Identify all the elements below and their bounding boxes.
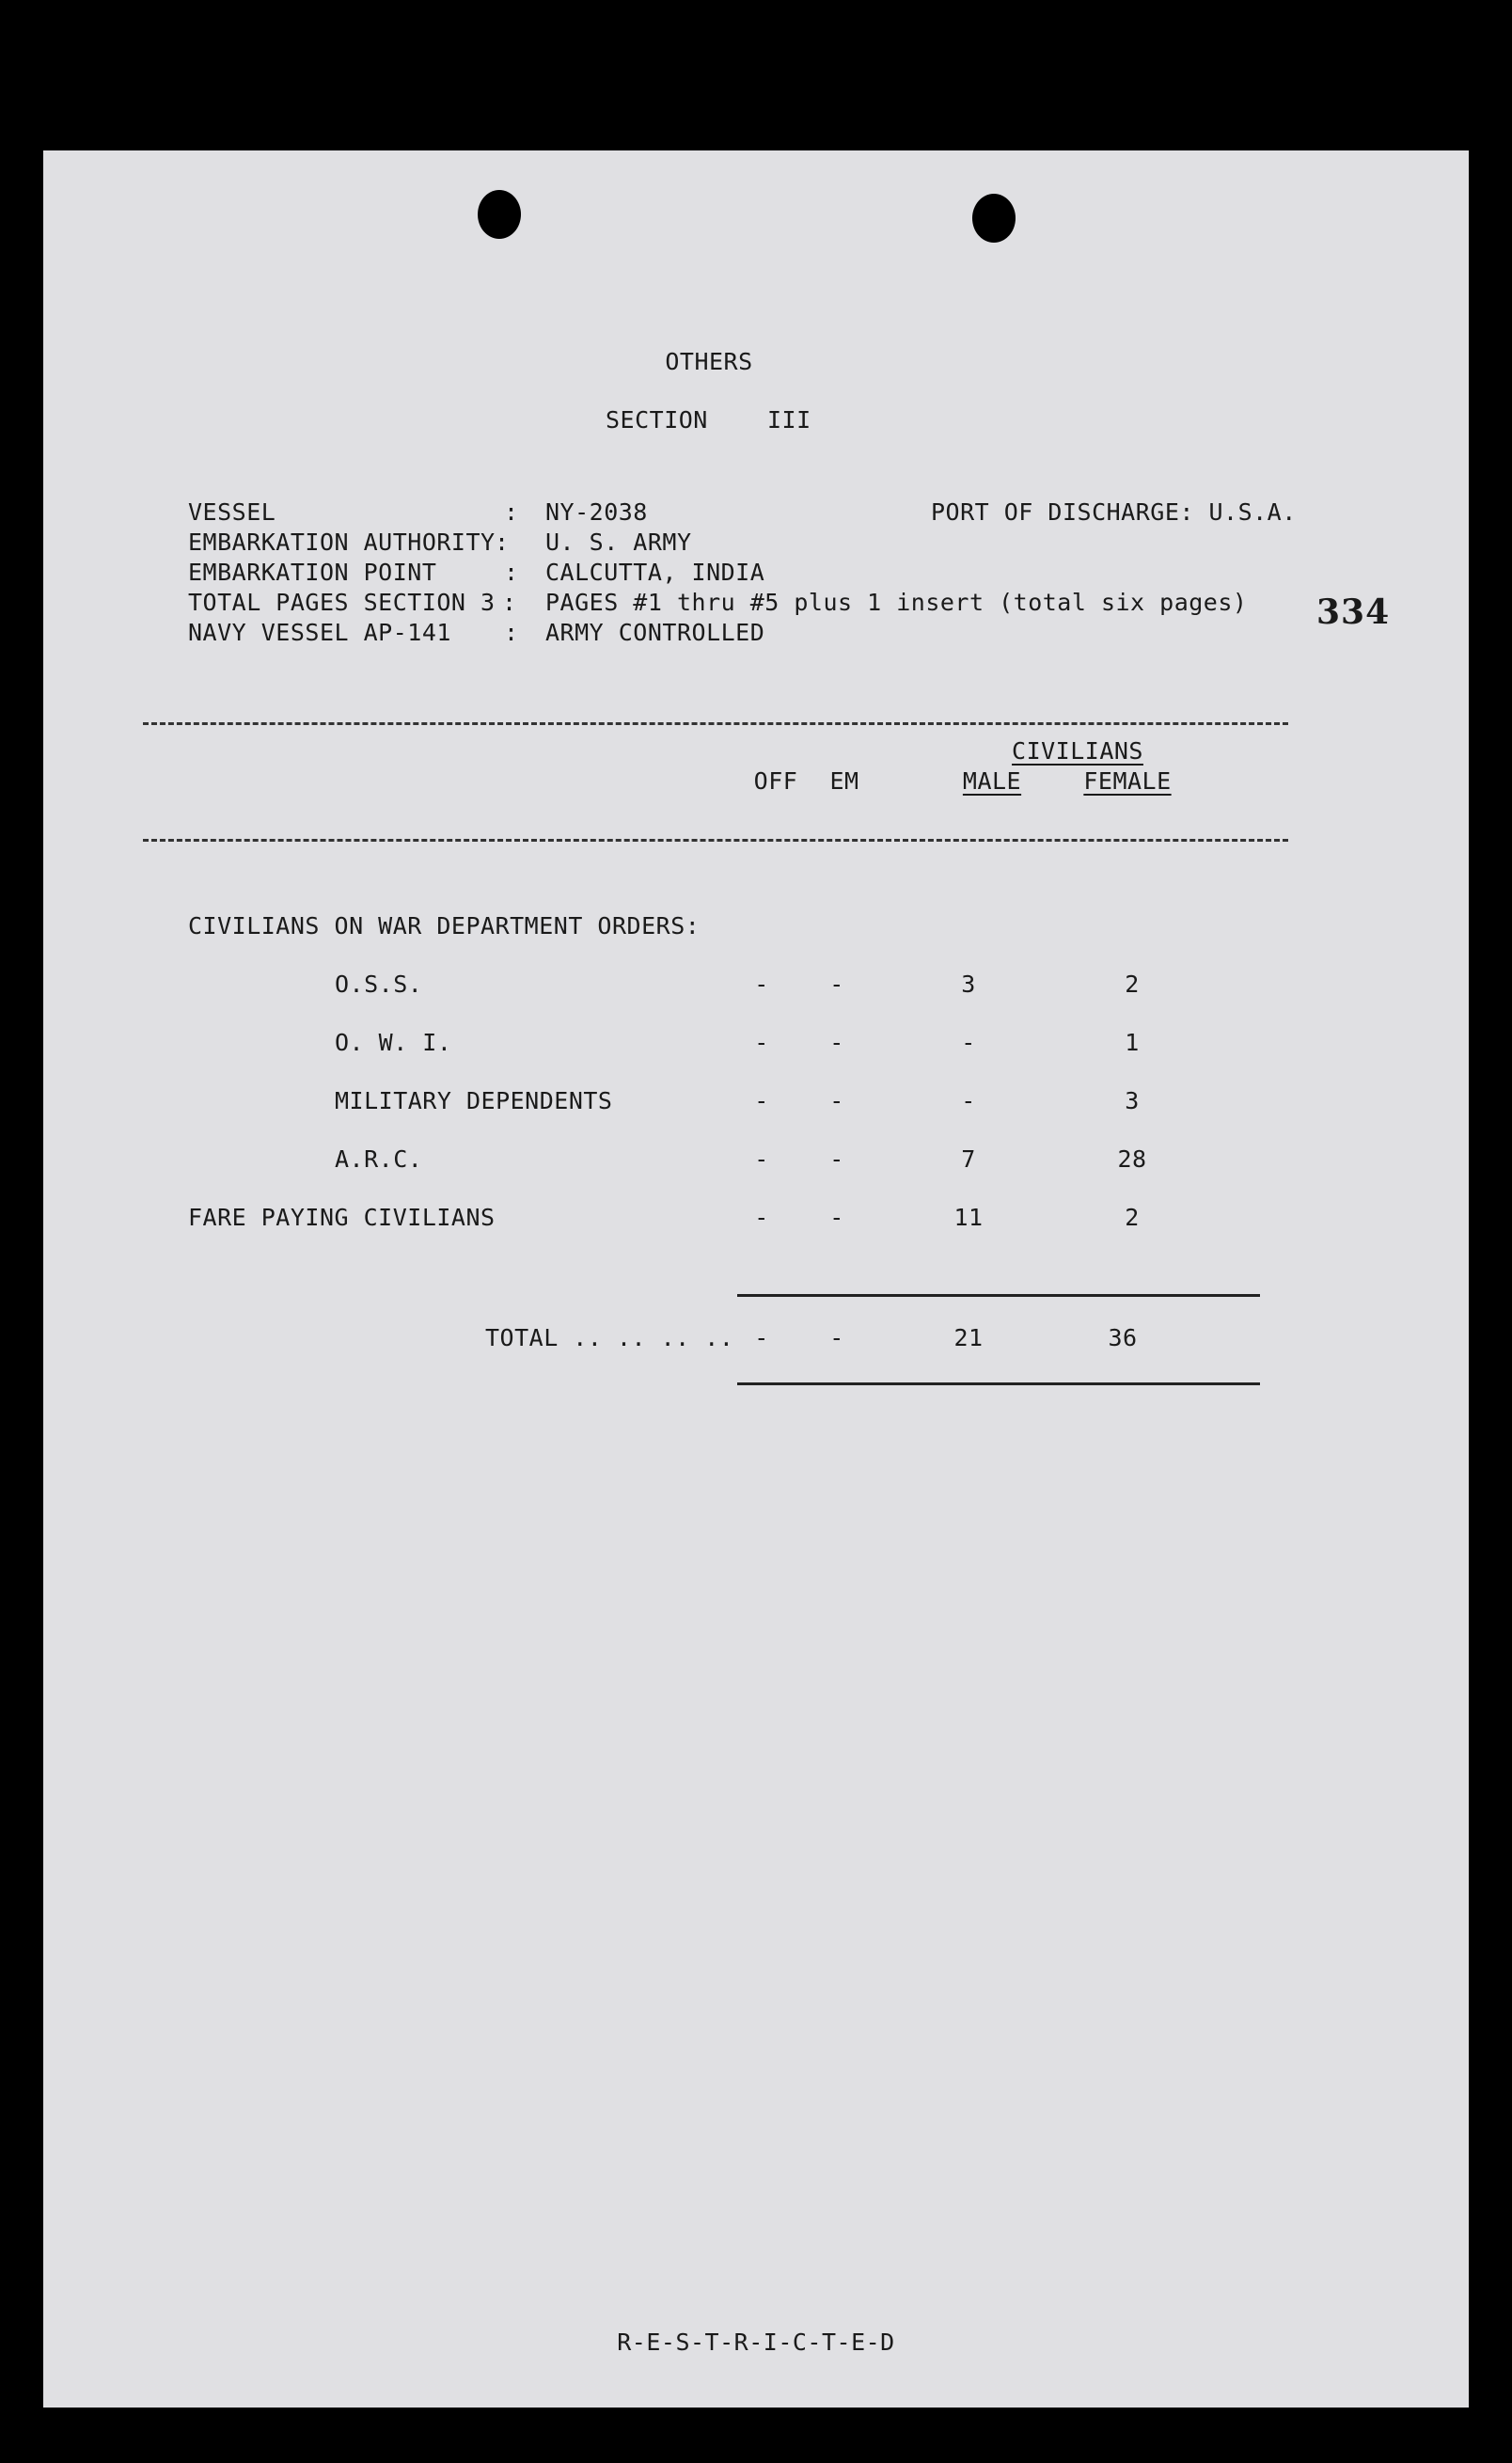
civilians-group-header: CIVILIANS — [1012, 737, 1143, 765]
row-label: MILITARY DEPENDENTS — [335, 1087, 613, 1114]
cell-female: 2 — [1125, 1204, 1140, 1231]
cell-male: 3 — [961, 971, 976, 998]
total-off: - — [754, 1324, 769, 1351]
cell-male: 7 — [961, 1145, 976, 1173]
total-label: TOTAL .. .. .. .. — [485, 1324, 734, 1351]
cell-female: 28 — [1117, 1145, 1147, 1173]
cell-off: - — [754, 1029, 769, 1056]
row-label: O.S.S. — [335, 971, 423, 998]
cell-off: - — [754, 1145, 769, 1173]
cell-off: - — [754, 971, 769, 998]
info-label: EMBARKATION AUTHORITY — [188, 529, 496, 556]
cell-em: - — [829, 1145, 844, 1173]
cell-em: - — [829, 1204, 844, 1231]
info-separator: : — [495, 529, 510, 556]
total-male: 21 — [953, 1324, 984, 1351]
info-value: CALCUTTA, INDIA — [545, 559, 765, 586]
column-header-female: FEMALE — [1083, 767, 1172, 795]
page-number: 334 — [1316, 592, 1391, 632]
cell-male: - — [961, 1029, 976, 1056]
row-label: FARE PAYING CIVILIANS — [188, 1204, 496, 1231]
classification-marking: R-E-S-T-R-I-C-T-E-D — [617, 2329, 895, 2356]
info-label: EMBARKATION POINT — [188, 559, 437, 586]
info-value: ARMY CONTROLLED — [545, 619, 765, 646]
info-label: VESSEL — [188, 498, 276, 526]
column-header-em: EM — [829, 767, 859, 795]
cell-em: - — [829, 1029, 844, 1056]
cell-male: - — [961, 1087, 976, 1114]
total-rule-bottom — [737, 1382, 1260, 1385]
info-label: TOTAL PAGES SECTION 3 — [188, 589, 496, 616]
total-rule-top — [737, 1294, 1260, 1297]
info-value: NY-2038 — [545, 498, 648, 526]
dashed-divider-bottom — [143, 839, 1288, 842]
info-separator: : — [504, 498, 519, 526]
cell-off: - — [754, 1204, 769, 1231]
punch-hole-right — [972, 194, 1016, 243]
cell-female: 2 — [1125, 971, 1140, 998]
info-separator: : — [504, 559, 519, 586]
column-header-off: OFF — [753, 767, 798, 795]
info-separator: : — [504, 619, 519, 646]
cell-em: - — [829, 1087, 844, 1114]
total-female: 36 — [1108, 1324, 1138, 1351]
punch-hole-left — [478, 190, 521, 239]
row-label: A.R.C. — [335, 1145, 423, 1173]
cell-female: 3 — [1125, 1087, 1140, 1114]
section-heading: CIVILIANS ON WAR DEPARTMENT ORDERS: — [188, 912, 701, 939]
dashed-divider-top — [143, 722, 1288, 725]
cell-em: - — [829, 971, 844, 998]
cell-off: - — [754, 1087, 769, 1114]
section-number: III — [767, 406, 811, 434]
row-label: O. W. I. — [335, 1029, 452, 1056]
cell-female: 1 — [1125, 1029, 1140, 1056]
info-label: NAVY VESSEL AP-141 — [188, 619, 451, 646]
port-of-discharge: PORT OF DISCHARGE: U.S.A. — [931, 498, 1297, 526]
info-value: U. S. ARMY — [545, 529, 692, 556]
total-em: - — [829, 1324, 844, 1351]
info-value: PAGES #1 thru #5 plus 1 insert (total six pages) — [545, 589, 1248, 616]
column-header-male: MALE — [962, 767, 1022, 795]
cell-male: 11 — [953, 1204, 984, 1231]
document-page — [43, 150, 1469, 2408]
section-label: SECTION — [606, 406, 708, 434]
info-separator: : — [502, 589, 517, 616]
document-title: OTHERS — [665, 348, 753, 375]
